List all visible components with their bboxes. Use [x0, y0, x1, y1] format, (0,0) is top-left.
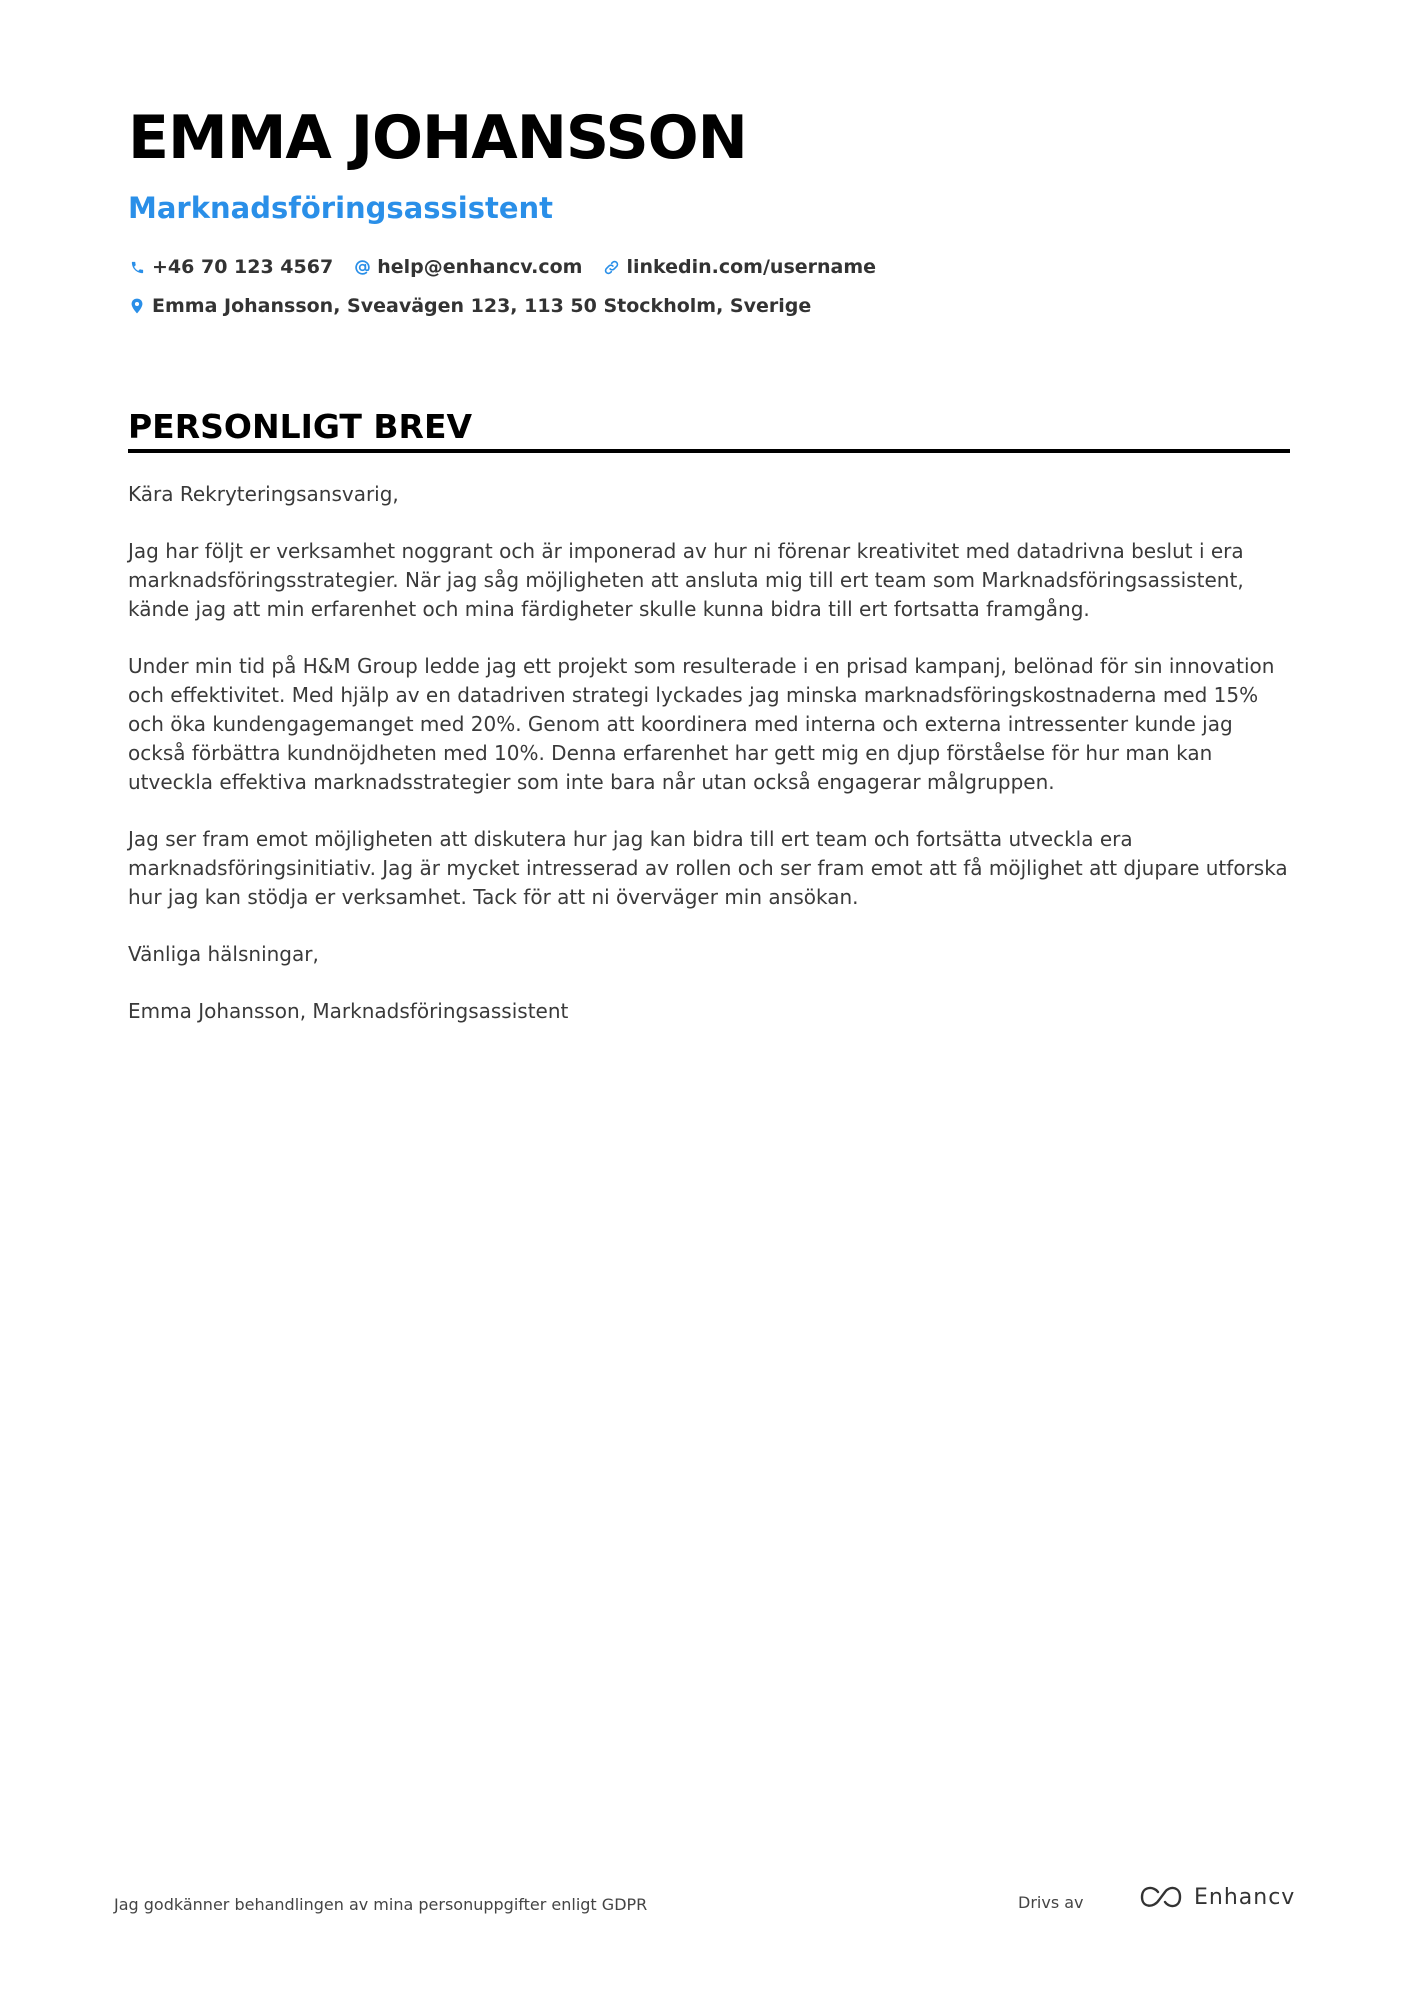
phone-icon [128, 258, 146, 276]
letter-paragraph: Jag har följt er verksamhet noggrant och är imponerad av hur ni förenar kreativitet med datadrivna beslut i era marknadsföringsstrategier. När jag såg möjligheten att ansluta mig till ert team som Marknadsföringsassistent, kände jag att min erfarenhet och mina färdigheter skulle kunna bidra till ert fortsatta framgång. [128, 539, 1244, 621]
letter-body [128, 480, 1290, 1054]
enhancv-brand-text: Enhancv [1194, 1884, 1296, 1910]
letter-greeting: Kära Rekryteringsansvarig, [128, 482, 399, 506]
powered-by-label: Drivs av [1018, 1893, 1084, 1912]
contact-phone [128, 256, 333, 278]
link-icon [602, 258, 620, 276]
letter-paragraph: Under min tid på H&M Group ledde jag ett projekt som resulterade i en prisad kampanj, belönad för sin innovation och effektivitet. Med hjälp av en datadriven strategi lyckades jag minska marknadsföringskostnaderna med 15% och öka kundengagemanget med 20%. Genom att koordinera med interna och externa intressenter kunde jag också förbättra kundnöjdheten med 10%. Denna erfarenhet har gett mig en djup förståelse för hur man kan utveckla effektiva marknadsstrategier som inte bara når utan också engagerar målgruppen. [128, 654, 1275, 794]
applicant-name: EMMA JOHANSSON [128, 103, 747, 173]
contact-address-text: Emma Johansson, Sveavägen 123, 113 50 Stockholm, Sverige [152, 295, 812, 317]
contact-address [128, 295, 811, 317]
location-pin-icon [128, 297, 146, 315]
letter-paragraph: Jag ser fram emot möjligheten att diskutera hur jag kan bidra till ert team och fortsätta utveckla era marknadsföringsinitiativ. Jag är mycket intresserad av rollen och ser fram emot att få möjlighet att djupare utforska hur jag kan stödja er verksamhet. Tack för att ni överväger min ansökan. [128, 827, 1288, 909]
contact-linkedin-text: linkedin.com/username [626, 256, 877, 278]
enhancv-logo-icon [1138, 1884, 1184, 1910]
contact-phone-text: +46 70 123 4567 [152, 256, 334, 278]
enhancv-logo[interactable] [1138, 1884, 1295, 1910]
letter-closing: Vänliga hälsningar, [128, 942, 319, 966]
gdpr-consent-text: Jag godkänner behandlingen av mina personuppgifter enligt GDPR [114, 1895, 648, 1914]
letter-signature: Emma Johansson, Marknadsföringsassistent [128, 999, 569, 1023]
contact-row-primary [128, 256, 876, 278]
contact-row-address [128, 295, 811, 317]
section-divider [128, 449, 1290, 453]
section-heading: PERSONLIGT BREV [128, 407, 473, 446]
contact-linkedin[interactable] [602, 256, 876, 278]
at-icon [353, 258, 371, 276]
contact-email[interactable] [353, 256, 582, 278]
applicant-job-title: Marknadsföringsassistent [128, 191, 554, 225]
contact-email-text: help@enhancv.com [377, 256, 583, 278]
